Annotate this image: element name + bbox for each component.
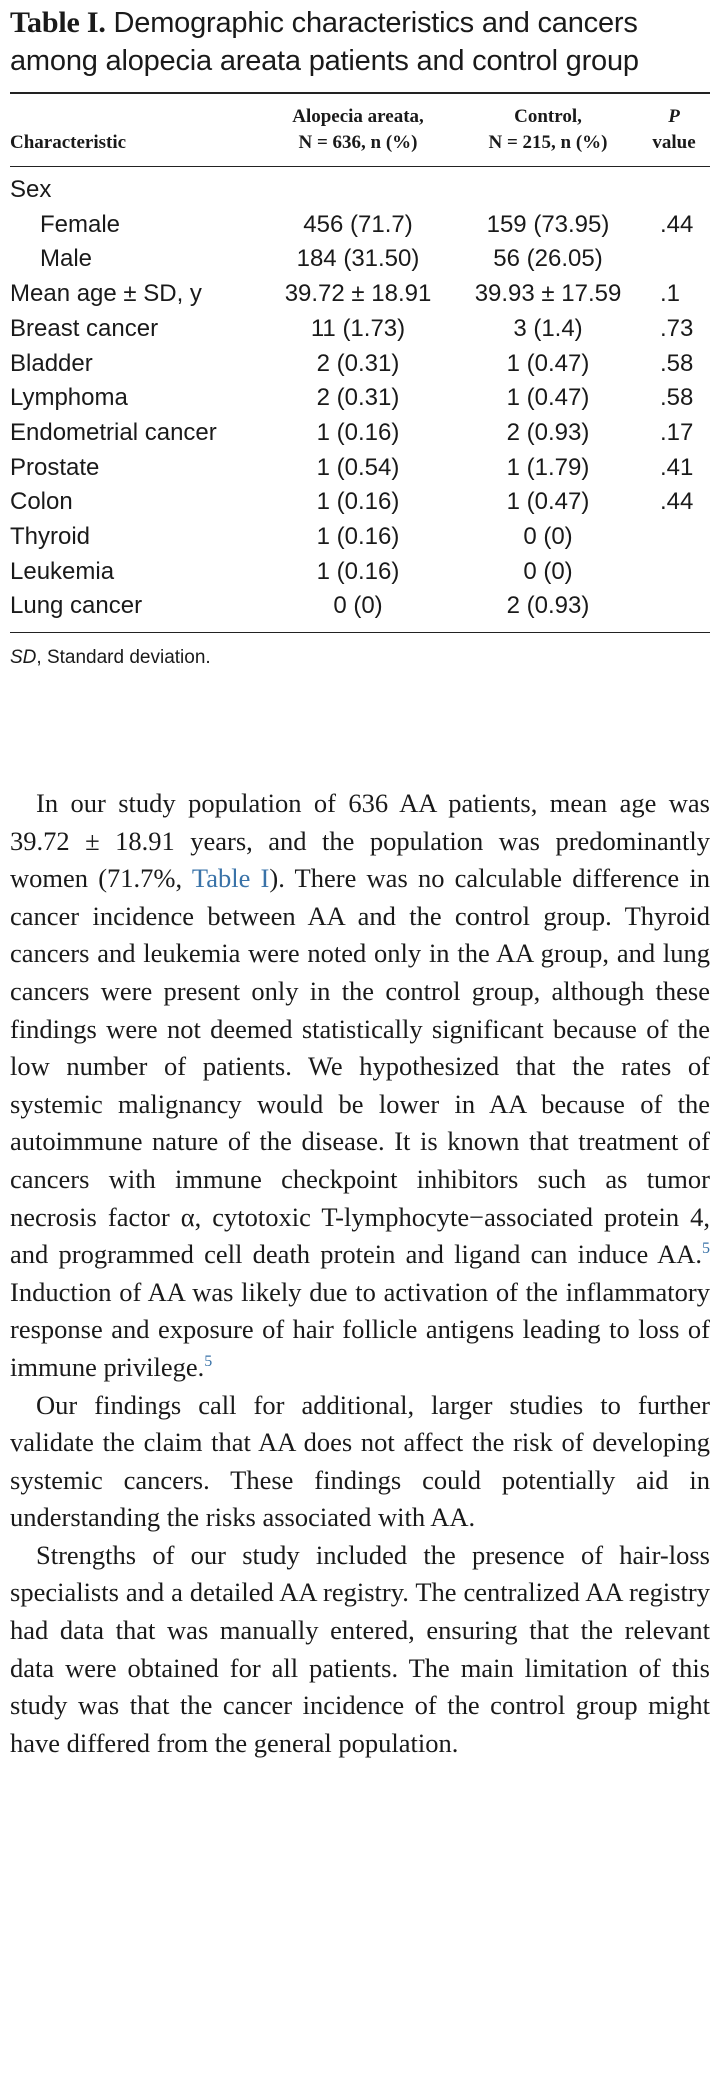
header-characteristic <box>10 93 258 167</box>
paragraph-findings: Our findings call for additional, larger studies to further validate the claim that AA does not affect the risk of developing systemic cancers. These findings could potentially aid in understanding the risks associated with AA. <box>10 1389 710 1533</box>
table-row <box>10 416 710 451</box>
table-reference-link[interactable]: Table I <box>191 863 270 894</box>
table-row <box>10 485 710 520</box>
table-footnote <box>10 647 710 669</box>
table-row <box>10 589 710 632</box>
cell-control <box>458 167 638 208</box>
cell-p-value <box>638 242 710 277</box>
cell-aa: 2 (0.31) <box>316 349 400 377</box>
paragraph-results-text-2: ). There was no calculable difference in cancer incidence between AA and the control group. Thyroid cancers and leukemia were noted only in the AA group, and lung cancers were present only in the control group, although these findings were not deemed statistically significant because of the low number of patients. We hypothesized that the rates of systemic malignancy would be lower in AA because of the autoimmune nature of the disease. It is known that treatment of cancers with immune checkpoint inhibitors such as tumor necrosis factor α, cytotoxic T-lymphocyte−associated protein 4, and programmed cell death protein and ligand can induce AA. <box>10 863 710 1270</box>
cell-control: 1 (0.47) <box>506 349 590 377</box>
cell-p-value: .17 <box>660 418 694 446</box>
row-label: Leukemia <box>10 557 115 585</box>
table-row <box>10 555 710 590</box>
table-title: Demographic characteristics and cancers among alopecia areata patients and control group <box>10 7 639 77</box>
cell-p-value: .41 <box>660 453 694 481</box>
cell-aa: 1 (0.54) <box>316 453 400 481</box>
table-header-row <box>10 93 710 167</box>
cell-aa: 11 (1.73) <box>310 314 406 342</box>
cell-aa: 1 (0.16) <box>316 488 400 516</box>
cell-p-value: .58 <box>660 349 694 377</box>
table-row <box>10 167 710 208</box>
cell-control: 1 (0.47) <box>506 384 590 412</box>
table-caption <box>10 4 710 80</box>
footnote-definition: , Standard deviation. <box>36 647 211 669</box>
table-row <box>10 208 710 243</box>
row-label: Lung cancer <box>10 589 258 632</box>
cell-control: 0 (0) <box>523 557 573 585</box>
cell-aa: 184 (31.50) <box>296 245 420 273</box>
cell-p-value: .58 <box>660 384 694 412</box>
table-row <box>10 312 710 347</box>
cell-control: 56 (26.05) <box>493 245 603 273</box>
cell-control: 2 (0.93) <box>506 418 590 446</box>
header-p-value <box>638 93 710 167</box>
demographics-table <box>10 92 710 633</box>
table-row <box>10 242 710 277</box>
header-control <box>458 93 638 167</box>
row-label: Sex <box>10 176 52 203</box>
paragraph-results-text-1: In our study population of 636 AA patients, mean age was 39.72 ± 18.91 years, and the population was predominantly women (71.7%, <box>10 788 710 894</box>
article-body <box>10 785 710 1762</box>
page <box>10 0 710 669</box>
cell-p-value: .44 <box>660 210 694 238</box>
cell-p-value: .1 <box>660 280 681 308</box>
row-label: Lymphoma <box>10 384 128 412</box>
cell-aa: 2 (0.31) <box>316 384 400 412</box>
header-control-line1: Control, <box>514 106 582 127</box>
cell-control: 0 (0) <box>523 523 573 551</box>
paragraph-results-text-3: Induction of AA was likely due to activation of the inflammatory response and exposure of hair follicle antigens leading to loss of immune privilege. <box>10 1276 710 1382</box>
header-aa-line1: Alopecia areata, <box>292 106 424 127</box>
row-label: Bladder <box>10 349 93 377</box>
table-row <box>10 451 710 486</box>
row-label: Thyroid <box>10 523 91 551</box>
cell-p-value <box>638 589 710 632</box>
row-label: Breast cancer <box>10 314 159 342</box>
footnote-abbreviation: SD <box>10 647 37 669</box>
row-label: Female <box>40 210 121 238</box>
header-characteristic-label: Characteristic <box>10 132 127 153</box>
cell-p-value: .44 <box>660 488 694 516</box>
row-label: Prostate <box>10 453 100 481</box>
cell-p-value <box>638 520 710 555</box>
header-aa-line2: N = 636, n (%) <box>298 132 418 153</box>
cell-control: 39.93 ± 17.59 <box>474 280 622 308</box>
row-label: Endometrial cancer <box>10 418 217 446</box>
header-alopecia-areata <box>258 93 458 167</box>
cell-aa: 39.72 ± 18.91 <box>284 280 432 308</box>
paragraph-results <box>10 785 710 1387</box>
row-label: Mean age ± SD, y <box>10 280 202 308</box>
citation-link[interactable]: 5 <box>702 1240 710 1258</box>
table-row <box>10 520 710 555</box>
cell-aa: 1 (0.16) <box>316 557 400 585</box>
cell-aa: 456 (71.7) <box>303 210 413 238</box>
header-control-line2: N = 215, n (%) <box>488 132 608 153</box>
table-row <box>10 277 710 312</box>
cell-aa: 0 (0) <box>258 589 458 632</box>
cell-aa <box>258 167 458 208</box>
table-row <box>10 347 710 382</box>
paragraph-strengths-limitations: Strengths of our study included the presence of hair-loss specialists and a detailed AA registry. The centralized AA registry had data that was manually entered, ensuring that the relevant data were obtained for all patients. The main limitation of this study was that the cancer incidence of the control group might have differed from the general population. <box>10 1539 710 1758</box>
citation-link[interactable]: 5 <box>204 1353 213 1371</box>
cell-p-value <box>638 167 710 208</box>
cell-control: 1 (1.79) <box>506 453 590 481</box>
row-label: Colon <box>10 488 73 516</box>
cell-control: 1 (0.47) <box>506 488 590 516</box>
header-p-line2: value <box>652 132 696 153</box>
cell-control: 3 (1.4) <box>513 314 583 342</box>
row-label: Male <box>40 245 93 273</box>
table-label: Table I. <box>10 6 106 39</box>
cell-aa: 1 (0.16) <box>316 418 400 446</box>
table-row <box>10 381 710 416</box>
cell-aa: 1 (0.16) <box>316 523 400 551</box>
cell-control: 2 (0.93) <box>458 589 638 632</box>
cell-p-value <box>638 555 710 590</box>
cell-p-value: .73 <box>660 314 694 342</box>
cell-control: 159 (73.95) <box>486 210 610 238</box>
header-p-line1: P <box>668 106 680 127</box>
